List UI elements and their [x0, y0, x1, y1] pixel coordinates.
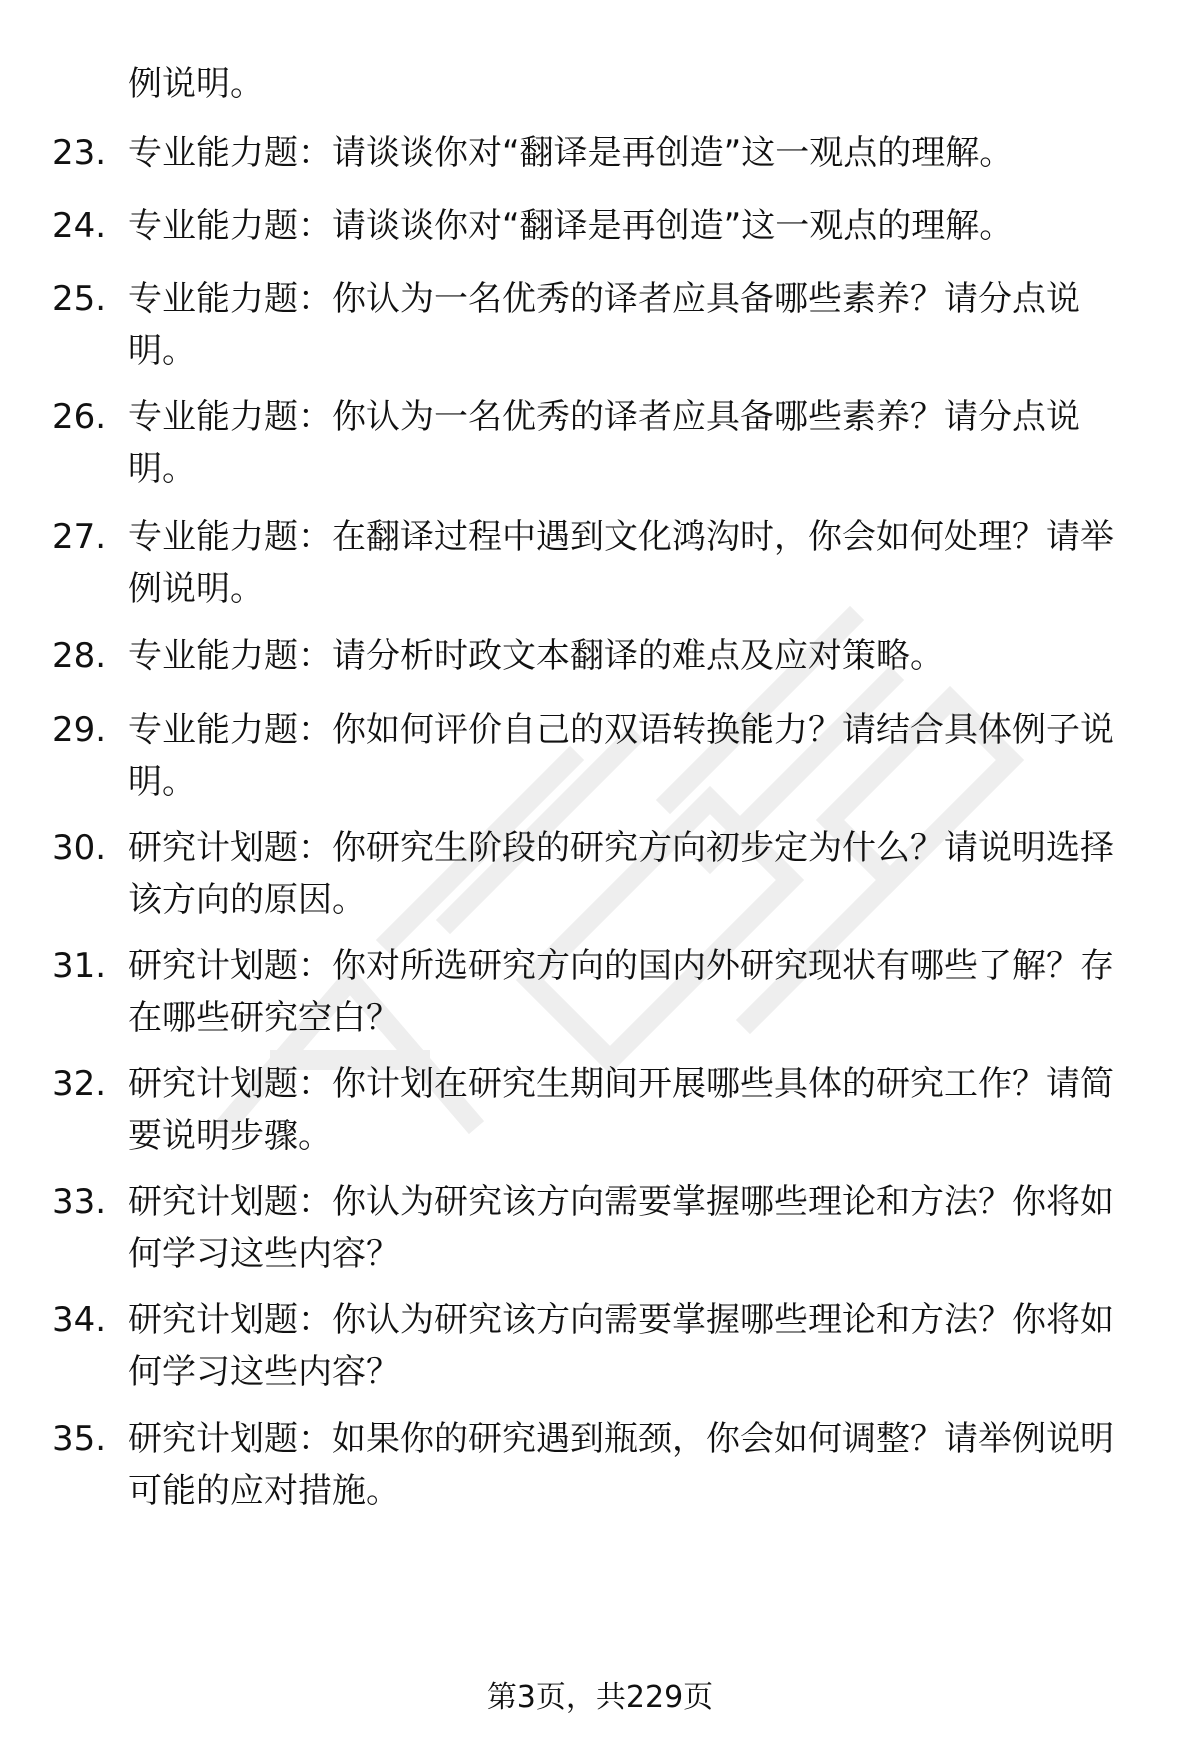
item-text: 专业能力题：请谈谈你对“翻译是再创造”这一观点的理解。	[128, 133, 1014, 173]
item-text: 研究计划题：你认为研究该方向需要掌握哪些理论和方法？你将如何学习这些内容？	[128, 1300, 1114, 1392]
item-number: 30.	[52, 828, 107, 868]
item-text: 专业能力题：你如何评价自己的双语转换能力？请结合具体例子说明。	[128, 710, 1114, 802]
item-text: 专业能力题：在翻译过程中遇到文化鸿沟时，你会如何处理？请举例说明。	[128, 517, 1114, 609]
item-text: 研究计划题：你认为研究该方向需要掌握哪些理论和方法？你将如何学习这些内容？	[128, 1182, 1114, 1274]
item-number: 35.	[52, 1419, 107, 1459]
item-number: 31.	[52, 946, 107, 986]
item-number: 32.	[52, 1064, 107, 1104]
continuation-text: 例说明。	[128, 64, 264, 104]
item-text: 专业能力题：请谈谈你对“翻译是再创造”这一观点的理解。	[128, 206, 1014, 246]
item-text: 专业能力题：请分析时政文本翻译的难点及应对策略。	[128, 636, 944, 676]
item-number: 27.	[52, 517, 107, 557]
item-number: 29.	[52, 710, 107, 750]
page-footer: 第3页，共229页	[486, 1680, 714, 1715]
item-number: 26.	[52, 397, 107, 437]
item-number: 33.	[52, 1182, 107, 1222]
item-text: 研究计划题：你对所选研究方向的国内外研究现状有哪些了解？存在哪些研究空白？	[128, 946, 1114, 1038]
item-text: 研究计划题：你计划在研究生期间开展哪些具体的研究工作？请简要说明步骤。	[128, 1064, 1114, 1156]
item-text: 研究计划题：如果你的研究遇到瓶颈，你会如何调整？请举例说明可能的应对措施。	[128, 1419, 1114, 1511]
item-number: 25.	[52, 279, 107, 319]
item-number: 23.	[52, 133, 107, 173]
item-text: 专业能力题：你认为一名优秀的译者应具备哪些素养？请分点说明。	[128, 279, 1080, 371]
item-text: 专业能力题：你认为一名优秀的译者应具备哪些素养？请分点说明。	[128, 397, 1080, 489]
item-number: 28.	[52, 636, 107, 676]
item-number: 24.	[52, 206, 107, 246]
item-text: 研究计划题：你研究生阶段的研究方向初步定为什么？请说明选择该方向的原因。	[128, 828, 1114, 920]
item-number: 34.	[52, 1300, 107, 1340]
